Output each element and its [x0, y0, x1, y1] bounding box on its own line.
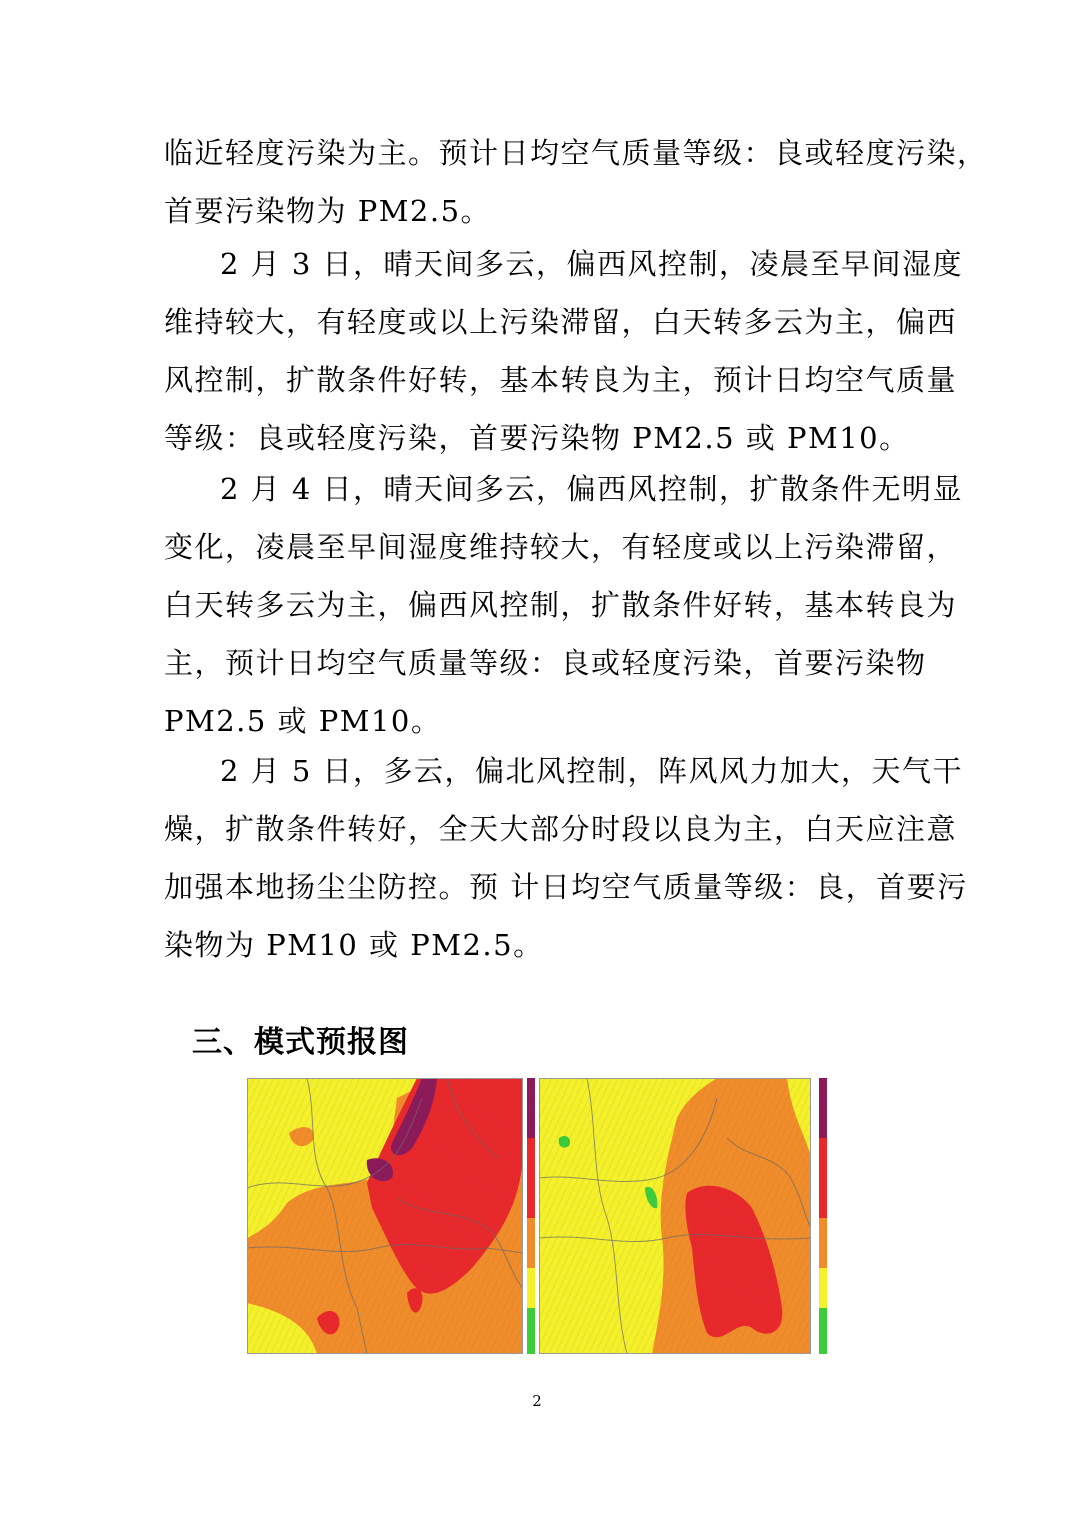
forecast-maps-figure — [247, 1078, 829, 1356]
paragraph-1 — [164, 124, 988, 240]
paragraph-feb3 — [164, 235, 964, 467]
colorbar-right — [819, 1078, 827, 1354]
forecast-map-left — [247, 1078, 523, 1354]
text-line: 2 月 3 日，晴天间多云，偏西风控制，凌晨至早间湿度 — [220, 247, 964, 281]
text-line: 主，预计日均空气质量等级：良或轻度污染，首要污染物 — [164, 646, 927, 680]
text-line: 变化，凌晨至早间湿度维持较大，有轻度或以上污染滞留， — [164, 530, 958, 564]
text-line: 2 月 5 日，多云，偏北风控制，阵风风力加大，天气干 — [220, 754, 964, 788]
text-line: 维持较大，有轻度或以上污染滞留，白天转多云为主，偏西 — [164, 305, 958, 339]
page-number: 2 — [532, 1392, 542, 1410]
paragraph-feb4 — [164, 460, 964, 750]
paragraph-feb5 — [164, 742, 968, 974]
text-line: 燥，扩散条件转好，全天大部分时段以良为主，白天应注意 — [164, 812, 958, 846]
text-line: 首要污染物为 PM2.5。 — [164, 194, 492, 228]
text-line: 临近轻度污染为主。预计日均空气质量等级：良或轻度污染， — [164, 136, 988, 170]
text-line: 等级：良或轻度污染，首要污染物 PM2.5 或 PM10。 — [164, 421, 910, 455]
text-line: PM2.5 或 PM10。 — [164, 704, 442, 738]
text-line: 染物为 PM10 或 PM2.5。 — [164, 928, 544, 962]
text-line: 风控制，扩散条件好转，基本转良为主，预计日均空气质量 — [164, 363, 958, 397]
colorbar-left — [527, 1078, 535, 1354]
text-line: 2 月 4 日，晴天间多云，偏西风控制，扩散条件无明显 — [220, 472, 964, 506]
forecast-map-right — [539, 1078, 811, 1354]
section-heading: 三、模式预报图 — [192, 1025, 409, 1060]
text-line: 白天转多云为主，偏西风控制，扩散条件好转，基本转良为 — [164, 588, 958, 622]
text-line: 加强本地扬尘尘防控。预 计日均空气质量等级：良，首要污 — [164, 870, 968, 904]
